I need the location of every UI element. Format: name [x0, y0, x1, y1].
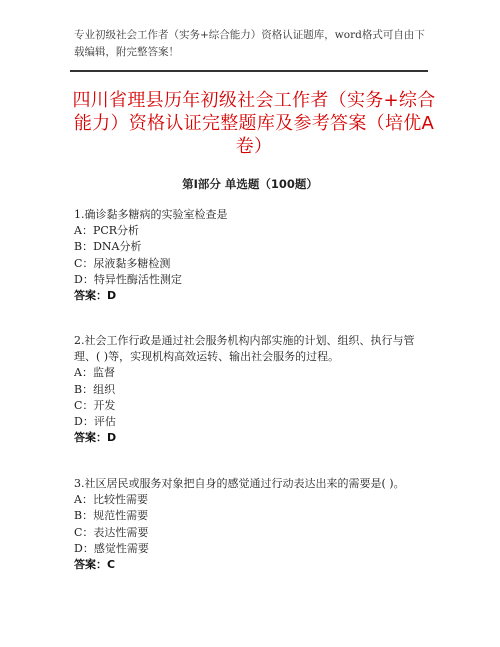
option-a: A：PCR分析 [74, 224, 140, 238]
question-item [74, 476, 434, 573]
answer-label: 答案：D [74, 431, 117, 445]
option-b: B：规范性需要 [74, 509, 149, 523]
header-divider [70, 70, 428, 72]
answer-label: 答案：D [74, 289, 117, 303]
header-note: 专业初级社会工作者（实务+综合能力）资格认证题库，word格式可自由下载编辑，附完整答案！ [74, 29, 425, 58]
question-stem: 1.确诊黏多糖病的实验室检查是 [74, 208, 228, 221]
section-heading: 第I部分 单选题（100题） [182, 177, 318, 191]
option-b: B：DNA分析 [74, 240, 142, 254]
option-c: C：开发 [74, 398, 116, 412]
option-c: C：表达性需要 [74, 525, 149, 539]
option-a: A：监督 [74, 366, 115, 380]
question-item [74, 333, 434, 446]
question-item [74, 207, 434, 304]
option-a: A：比较性需要 [74, 493, 148, 507]
option-d: D：感觉性需要 [74, 541, 149, 555]
question-stem: 3.社区居民或服务对象把自身的感觉通过行动表达出来的需要是( )。 [74, 477, 405, 490]
question-stem: 2.社会工作行政是通过社会服务机构内部实施的计划、组织、执行与管理、( )等，实现机构高效运转、输出社会服务的过程。 [74, 334, 415, 364]
document-title: 四川省理县历年初级社会工作者（实务+综合能力）资格认证完整题库及参考答案（培优A卷） [72, 90, 436, 157]
option-c: C：尿液黏多糖检测 [74, 256, 171, 270]
option-d: D：评估 [74, 415, 116, 429]
option-b: B：组织 [74, 382, 116, 396]
answer-label: 答案：C [74, 558, 116, 572]
option-d: D：特异性酶活性测定 [74, 272, 182, 286]
